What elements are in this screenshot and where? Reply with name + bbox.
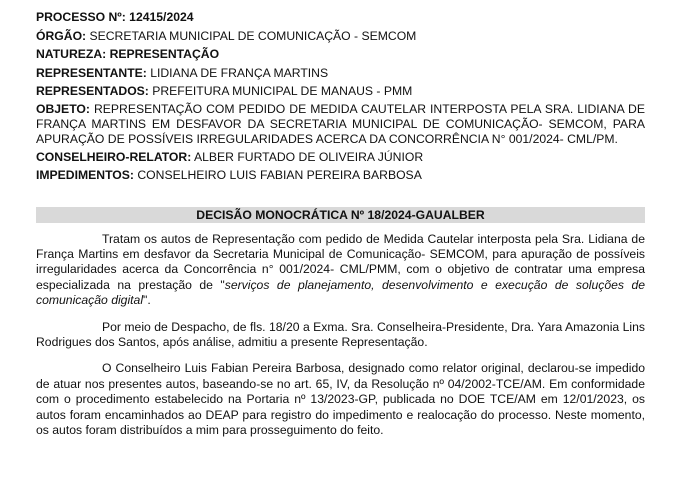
- field-label: REPRESENTANTE:: [36, 65, 147, 80]
- field-label: CONSELHEIRO-RELATOR:: [36, 149, 192, 164]
- paragraph-2: Por meio de Despacho, de fls. 18/20 a Exma. Sra. Conselheira-Presidente, Dra. Yara Amazonia Lins Rodrigues dos Santos, após análise, admitiu a presente Representação.: [36, 319, 645, 349]
- paragraph-1-end: ".: [143, 293, 151, 308]
- field-representados: [36, 83, 645, 100]
- paragraph-1-italic: serviços de planejamento, desenvolvimento e execução de soluções de comunicação digital: [36, 277, 646, 308]
- paragraph-3: O Conselheiro Luis Fabian Pereira Barbosa, designado como relator original, declarou-se impedido de atuar nos presentes autos, baseando-se no art. 65, IV, da Resolução nº 04/2002-TCE/AM. Em conformidade com o procedimento estabelecido na Portaria nº 13/2023-GP, publicada no DOE TCE/AM em 12/01/2023, os autos foram encaminhados ao DEAP para registro do impedimento e realocação do processo. Neste momento, os autos foram distribuídos a mim para prosseguimento do feito.: [36, 361, 645, 437]
- field-orgao: [36, 28, 645, 45]
- field-label: ÓRGÃO:: [36, 28, 87, 43]
- field-label: PROCESSO Nº:: [36, 10, 126, 24]
- field-value: ALBER FURTADO DE OLIVEIRA JÚNIOR: [194, 149, 424, 164]
- paragraph-1-start: Tratam os autos de Representação com pedido de Medida Cautelar interposta pela Sra. Lidiana de França Martins em desfavor da Secretaria Municipal de Comunicação- SEMCOM, para apuração de possíveis irregularidades acerca da Concorrência n° 001/2024- CML/PMM, com o objetivo de contratar uma empresa especializada na prestação de ": [36, 231, 645, 292]
- paragraph-1: [36, 232, 645, 309]
- field-impedimentos: [36, 167, 645, 184]
- field-value: REPRESENTAÇÃO: [109, 47, 220, 61]
- field-value: REPRESENTAÇÃO COM PEDIDO DE MEDIDA CAUTELAR INTERPOSTA PELA SRA. LIDIANA DE FRANÇA MARTINS EM DESFAVOR DA SECRETARIA MUNICIPAL DE COMUNICAÇÃO- SEMCOM, PARA APURAÇÃO DE POSSÍVEIS IRREGULARIDADES ACERCA DA CONCORRÊNCIA N° 001/2024- CML/PM.: [36, 101, 645, 146]
- field-processo: [36, 9, 645, 26]
- field-objeto: [36, 102, 645, 147]
- field-label: NATUREZA:: [36, 47, 107, 61]
- field-label: IMPEDIMENTOS:: [36, 168, 134, 182]
- field-value: CONSELHEIRO LUIS FABIAN PEREIRA BARBOSA: [137, 168, 422, 182]
- field-value: PREFEITURA MUNICIPAL DE MANAUS - PMM: [152, 84, 413, 98]
- decision-title: DECISÃO MONOCRÁTICA Nº 18/2024-GAUALBER: [36, 207, 645, 223]
- field-relator: [36, 149, 645, 166]
- field-label: REPRESENTADOS:: [36, 84, 149, 98]
- field-value: LIDIANA DE FRANÇA MARTINS: [150, 65, 329, 80]
- field-natureza: [36, 46, 645, 63]
- field-representante: [36, 65, 645, 82]
- field-label: OBJETO:: [36, 101, 90, 116]
- field-value: 12415/2024: [129, 10, 194, 24]
- field-value: SECRETARIA MUNICIPAL DE COMUNICAÇÃO - SEMCOM: [89, 28, 417, 43]
